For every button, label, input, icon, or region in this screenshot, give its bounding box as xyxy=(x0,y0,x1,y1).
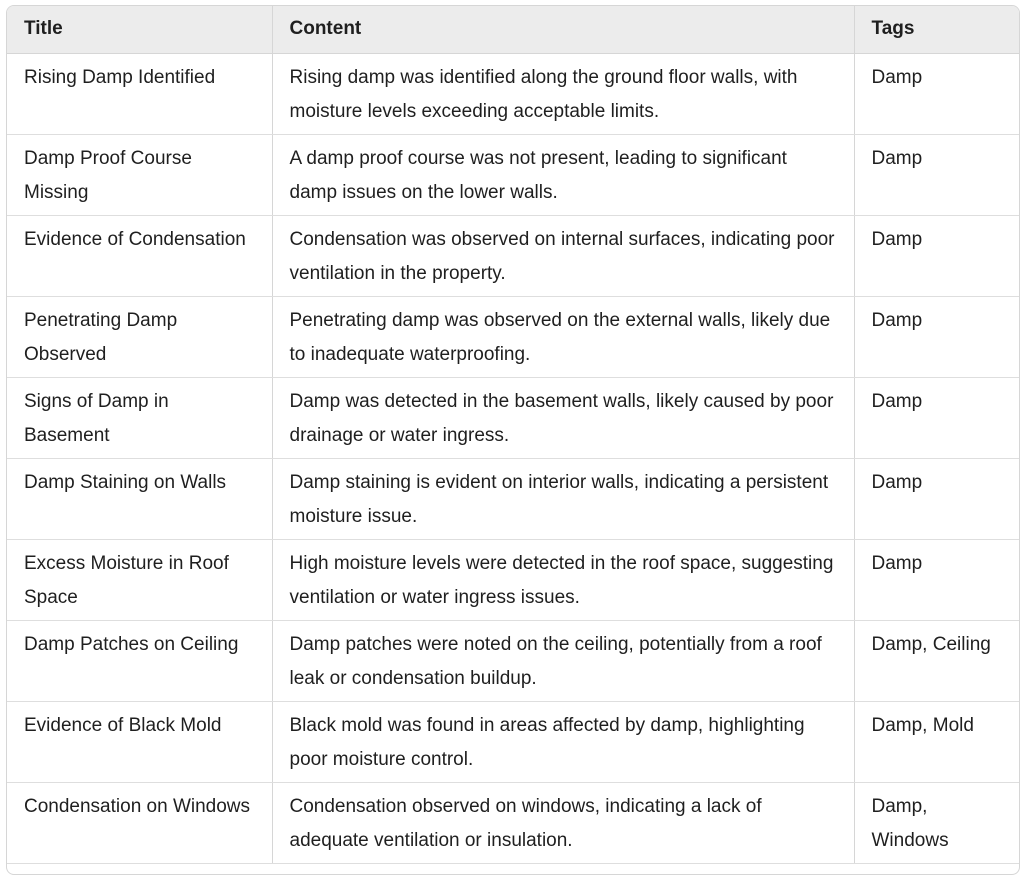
cell-title: Rising Damp Identified xyxy=(7,53,272,134)
cell-tags: Damp, Mold xyxy=(854,701,1020,782)
table-row xyxy=(7,296,1020,377)
cell-title: Signs of Damp in Basement xyxy=(7,377,272,458)
cell-content: Black mold was found in areas affected by damp, highlighting poor moisture control. xyxy=(272,701,854,782)
cell-tags: Damp xyxy=(854,458,1020,539)
cell-title: Penetrating Damp Observed xyxy=(7,296,272,377)
cell-content: Condensation observed on windows, indicating a lack of adequate ventilation or insulation. xyxy=(272,782,854,863)
cell-content: Penetrating damp was observed on the external walls, likely due to inadequate waterproofing. xyxy=(272,296,854,377)
cell-tags: Damp xyxy=(854,377,1020,458)
cell-content: Damp patches were noted on the ceiling, potentially from a roof leak or condensation buildup. xyxy=(272,620,854,701)
cell-content: A damp proof course was not present, leading to significant damp issues on the lower walls. xyxy=(272,134,854,215)
cell-tags: Damp, Ceiling xyxy=(854,620,1020,701)
cell-title: Damp Staining on Walls xyxy=(7,458,272,539)
cell-title: Excess Moisture in Roof Space xyxy=(7,539,272,620)
cell-tags: Damp xyxy=(854,539,1020,620)
table-row xyxy=(7,53,1020,134)
cell-content: High moisture levels were detected in the roof space, suggesting ventilation or water ingress issues. xyxy=(272,539,854,620)
column-header-content: Content xyxy=(272,6,854,53)
cell-title: Condensation on Windows xyxy=(7,782,272,863)
table-row xyxy=(7,215,1020,296)
findings-table xyxy=(7,6,1020,864)
cell-content: Rising damp was identified along the ground floor walls, with moisture levels exceeding acceptable limits. xyxy=(272,53,854,134)
cell-tags: Damp xyxy=(854,134,1020,215)
table-row xyxy=(7,134,1020,215)
table-row xyxy=(7,620,1020,701)
cell-content: Condensation was observed on internal surfaces, indicating poor ventilation in the property. xyxy=(272,215,854,296)
column-header-tags: Tags xyxy=(854,6,1020,53)
table-body xyxy=(7,53,1020,863)
cell-content: Damp staining is evident on interior walls, indicating a persistent moisture issue. xyxy=(272,458,854,539)
cell-tags: Damp xyxy=(854,296,1020,377)
table-row xyxy=(7,458,1020,539)
cell-title: Damp Proof Course Missing xyxy=(7,134,272,215)
table-row xyxy=(7,377,1020,458)
cell-title: Evidence of Condensation xyxy=(7,215,272,296)
header-row xyxy=(7,6,1020,53)
table-header xyxy=(7,6,1020,53)
cell-tags: Damp xyxy=(854,53,1020,134)
cell-tags: Damp, Windows xyxy=(854,782,1020,863)
cell-tags: Damp xyxy=(854,215,1020,296)
findings-table-container xyxy=(6,5,1020,875)
cell-title: Damp Patches on Ceiling xyxy=(7,620,272,701)
table-row xyxy=(7,782,1020,863)
column-header-title: Title xyxy=(7,6,272,53)
table-row xyxy=(7,539,1020,620)
table-row xyxy=(7,701,1020,782)
cell-content: Damp was detected in the basement walls, likely caused by poor drainage or water ingress. xyxy=(272,377,854,458)
cell-title: Evidence of Black Mold xyxy=(7,701,272,782)
